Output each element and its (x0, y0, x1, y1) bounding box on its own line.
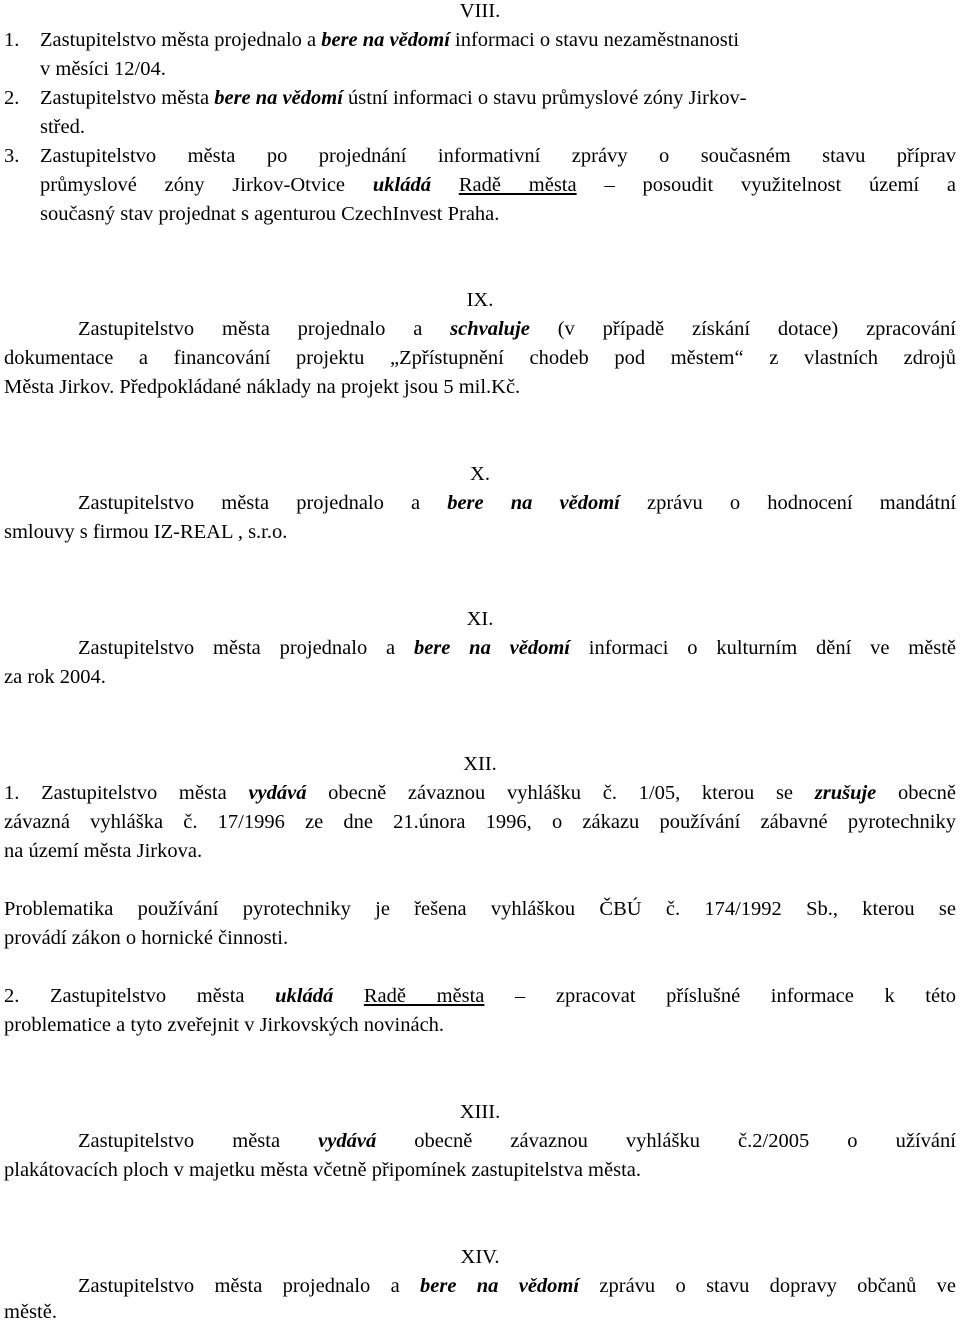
emphasis: zrušuje (814, 782, 877, 804)
section-12-p1-line3: na území města Jirkova. (4, 840, 203, 862)
section-13-line1: Zastupitelstvo města vydává obecně závaznou vyhlášku č.2/2005 o užívání (78, 1130, 956, 1152)
emphasis: schvaluje (450, 318, 530, 340)
section-heading-12: XII. (463, 753, 497, 775)
emphasis: vydává (318, 1130, 377, 1152)
emphasis: bere na vědomí (420, 1275, 580, 1297)
emphasis: ukládá (275, 985, 334, 1007)
item-8-3-line1: Zastupitelstvo města po projednání informativní zprávy o současném stavu příprav (40, 145, 956, 167)
item-8-1-number: 1. (4, 29, 20, 51)
section-9-line1: Zastupitelstvo města projednalo a schvaluje (v případě získání dotace) zpracování (78, 318, 957, 340)
section-9-line2: dokumentace a financování projektu „Zpřístupnění chodeb pod městem“ z vlastních zdrojů (4, 347, 956, 369)
section-12-p2-line2: provádí zákon o hornické činnosti. (4, 927, 289, 949)
section-12-p1-line1: 1. Zastupitelstvo města vydává obecně závaznou vyhlášku č. 1/05, kterou se zrušuje obecně (4, 782, 957, 804)
section-heading-11: XI. (466, 608, 494, 630)
section-heading-10: X. (470, 463, 490, 485)
item-8-3-line3: současný stav projednat s agenturou CzechInvest Praha. (40, 203, 500, 225)
section-heading-13: XIII. (459, 1101, 501, 1123)
section-10-line2: smlouvy s firmou IZ-REAL , s.r.o. (4, 521, 288, 543)
section-13-line2: plakátovacích ploch v majetku města včetně připomínek zastupitelstva města. (4, 1159, 642, 1181)
section-9-line3: Města Jirkov. Předpokládané náklady na projekt jsou 5 mil.Kč. (4, 376, 521, 398)
section-12-p2-line1: Problematika používání pyrotechniky je řešena vyhláškou ČBÚ č. 174/1992 Sb., kterou se (4, 898, 956, 920)
section-10-line1: Zastupitelstvo města projednalo a bere na vědomí zprávu o hodnocení mandátní (78, 492, 957, 514)
underlined-text: Radě města (458, 174, 577, 196)
section-14-line2: městě. (4, 1301, 57, 1323)
emphasis: bere na vědomí (447, 492, 620, 514)
emphasis: bere na vědomí (321, 29, 450, 51)
item-8-3-line2: průmyslové zóny Jirkov-Otvice ukládá Radě města – posoudit využitelnost území a (40, 174, 957, 196)
section-heading-14: XIV. (460, 1246, 500, 1268)
emphasis: bere na vědomí (413, 637, 570, 659)
section-11-line1: Zastupitelstvo města projednalo a bere na vědomí informaci o kulturním dění ve městě (78, 637, 957, 659)
section-14-line1: Zastupitelstvo města projednalo a bere na vědomí zprávu o stavu dopravy občanů ve (78, 1275, 957, 1297)
section-heading-9: IX. (466, 289, 494, 311)
section-11-line2: za rok 2004. (4, 666, 106, 688)
item-8-3-number: 3. (4, 145, 20, 167)
section-12-p1-line2: závazná vyhláška č. 17/1996 ze dne 21.února 1996, o zákazu používání zábavné pyrotechniky (4, 811, 956, 833)
item-8-2-number: 2. (4, 87, 20, 109)
emphasis: bere na vědomí (214, 87, 343, 109)
section-heading-8: VIII. (459, 0, 501, 22)
item-8-1-line2: v měsíci 12/04. (40, 58, 166, 80)
section-12-p3-line1: 2. Zastupitelstvo města ukládá Radě města – zpracovat příslušné informace k této (4, 985, 957, 1007)
section-12-p3-line2: problematice a tyto zveřejnit v Jirkovských novinách. (4, 1014, 445, 1036)
item-8-2-line1: Zastupitelstvo města bere na vědomí ústní informaci o stavu průmyslové zóny Jirkov- (40, 87, 747, 109)
item-8-2-line2: střed. (40, 116, 85, 138)
emphasis: ukládá (372, 174, 431, 196)
emphasis: vydává (248, 782, 307, 804)
underlined-text: Radě města (363, 985, 485, 1007)
item-8-1-line1: Zastupitelstvo města projednalo a bere na vědomí informaci o stavu nezaměstnanosti (40, 29, 740, 51)
